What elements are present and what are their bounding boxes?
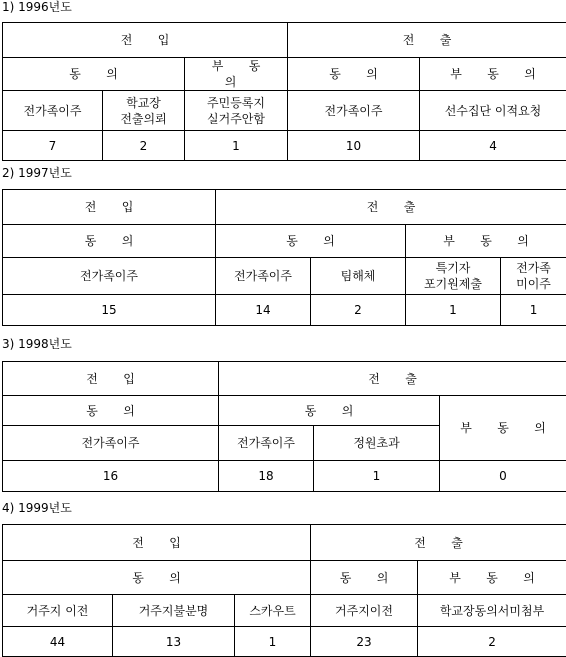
col-label: 주민등록지 실거주안함: [185, 91, 288, 131]
col-label: 학교장동의서미첨부: [418, 595, 566, 627]
value-cell: 2: [418, 627, 566, 657]
table-1999: [2, 524, 566, 657]
value-cell: 0: [440, 461, 566, 492]
group-out-disagree: 부 동 의: [406, 225, 566, 258]
table-1996: [2, 22, 566, 161]
value-cell: 7: [3, 131, 103, 161]
group-out-disagree: 부 동 의: [440, 396, 566, 461]
group-in-agree: 동 의: [3, 225, 216, 258]
group-out-disagree: 부 동 의: [418, 561, 566, 595]
value-cell: 15: [3, 295, 216, 326]
col-label: 전가족이주: [288, 91, 420, 131]
header-transfer-out: 전 출: [216, 190, 566, 225]
col-label: 전가족이주: [216, 258, 311, 295]
group-in-agree: 동 의: [3, 561, 311, 595]
header-transfer-in: 전 입: [3, 362, 219, 396]
value-cell: 14: [216, 295, 311, 326]
value-cell: 44: [3, 627, 113, 657]
value-cell: 18: [219, 461, 314, 492]
group-in-agree: 동 의: [3, 58, 185, 91]
col-label: 학교장 전출의뢰: [103, 91, 185, 131]
col-label: 전가족이주: [3, 91, 103, 131]
value-cell: 1: [501, 295, 566, 326]
value-cell: 1: [406, 295, 501, 326]
value-cell: 2: [103, 131, 185, 161]
col-label: 전가족이주: [3, 258, 216, 295]
value-cell: 2: [311, 295, 406, 326]
value-cell: 16: [3, 461, 219, 492]
group-out-disagree: 부 동 의: [420, 58, 566, 91]
col-label: 거주지불분명: [113, 595, 235, 627]
group-in-disagree: 부 동 의: [185, 58, 288, 91]
header-transfer-in: 전 입: [3, 190, 216, 225]
col-label: 특기자 포기원제출: [406, 258, 501, 295]
col-label: 정원초과: [314, 426, 440, 461]
value-cell: 13: [113, 627, 235, 657]
section-title-1997: 2) 1997년도: [2, 166, 72, 180]
section-title-1998: 3) 1998년도: [2, 337, 72, 351]
value-cell: 10: [288, 131, 420, 161]
table-1998: [2, 361, 566, 492]
group-out-agree: 동 의: [288, 58, 420, 91]
group-out-agree: 동 의: [219, 396, 440, 426]
col-label: 팀해체: [311, 258, 406, 295]
section-title-1996: 1) 1996년도: [2, 0, 72, 14]
header-transfer-out: 전 출: [311, 525, 566, 561]
col-label: 선수집단 이적요청: [420, 91, 566, 131]
header-transfer-out: 전 출: [219, 362, 566, 396]
group-in-agree: 동 의: [3, 396, 219, 426]
header-transfer-in: 전 입: [3, 23, 288, 58]
col-label: 거주지 이전: [3, 595, 113, 627]
col-label: 스카우트: [235, 595, 311, 627]
value-cell: 23: [311, 627, 418, 657]
value-cell: 1: [235, 627, 311, 657]
header-transfer-in: 전 입: [3, 525, 311, 561]
col-label: 거주지이전: [311, 595, 418, 627]
group-out-agree: 동 의: [311, 561, 418, 595]
section-title-1999: 4) 1999년도: [2, 501, 72, 515]
value-cell: 4: [420, 131, 566, 161]
group-out-agree: 동 의: [216, 225, 406, 258]
table-1997: [2, 189, 566, 326]
col-label: 전가족 미이주: [501, 258, 566, 295]
header-transfer-out: 전 출: [288, 23, 566, 58]
value-cell: 1: [314, 461, 440, 492]
value-cell: 1: [185, 131, 288, 161]
col-label: 전가족이주: [3, 426, 219, 461]
col-label: 전가족이주: [219, 426, 314, 461]
